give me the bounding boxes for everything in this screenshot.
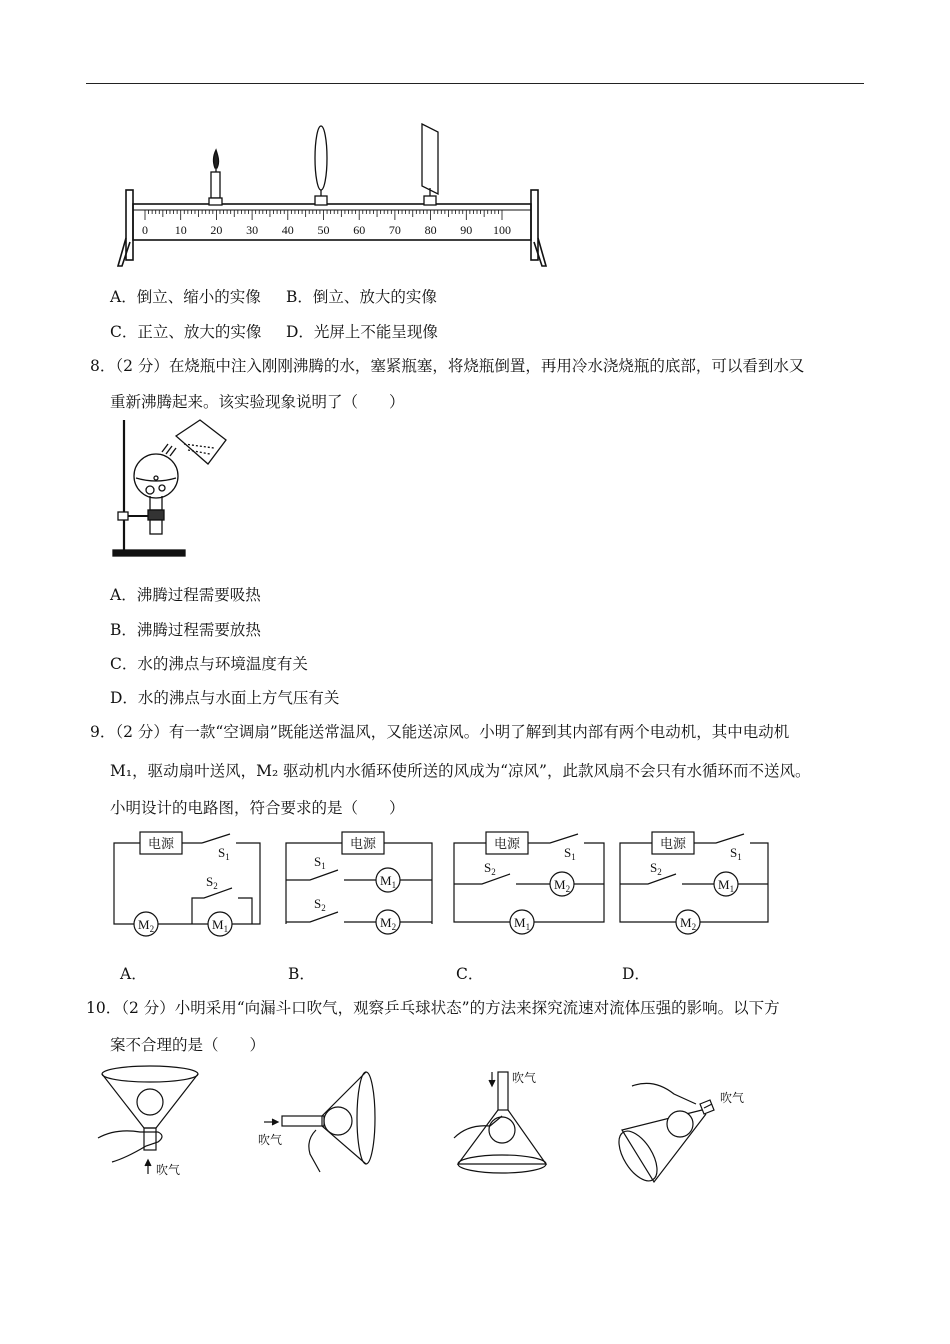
svg-text:M1: $M_1$	[380, 873, 397, 890]
ruler-tick-label: 30	[246, 223, 259, 237]
funnel-d-blow-label: 吹气	[720, 1091, 745, 1105]
funnel-figure-b	[256, 1068, 382, 1178]
ruler-tick-labels	[142, 223, 511, 237]
q9-option-b: B．	[288, 965, 315, 983]
q9-stem-line3: 小明设计的电路图，符合要求的是（ ）	[110, 799, 405, 817]
circuit-a	[110, 828, 266, 938]
q8-option-a: A．沸腾过程需要吸热	[110, 586, 261, 604]
q9-stem-line1: 9．（2 分）有一款“空调扇”既能送常温风，又能送凉风。小明了解到其内部有两个电动机，其中电动机	[90, 723, 790, 741]
optical-bench-figure	[112, 118, 557, 270]
svg-text:S2: $S_2$	[484, 860, 496, 877]
q7-option-a: A．倒立、缩小的实像	[110, 288, 261, 306]
funnel-figure-c	[452, 1068, 582, 1180]
q8-stem-line1: 8．（2 分）在烧瓶中注入刚刚沸腾的水，塞紧瓶塞，将烧瓶倒置，再用冷水浇烧瓶的底部，可以看到水又	[90, 357, 805, 375]
ruler-tick-label: 40	[281, 223, 294, 237]
svg-text:S1: $S_1$	[730, 845, 742, 862]
svg-text:S1: $S_1$	[564, 845, 576, 862]
circuit-d	[618, 828, 774, 938]
svg-text:S2: $S_2$	[206, 874, 218, 891]
funnel-figure-d	[614, 1074, 764, 1186]
ruler-tick-label: 10	[174, 223, 187, 237]
circuit-a-power-label: 电源	[147, 836, 175, 851]
ruler-tick-label: 90	[460, 223, 473, 237]
svg-text:M2: $M_2$	[554, 877, 571, 894]
ruler-tick-label: 60	[353, 223, 366, 237]
circuit-b	[282, 828, 438, 938]
funnel-a-blow-label: 吹气	[156, 1163, 181, 1177]
q9-option-c: C．	[456, 965, 484, 983]
svg-text:M2: $M_2$	[138, 917, 155, 934]
candle	[209, 150, 222, 205]
q9-option-a: A．	[120, 965, 147, 983]
ruler-tick-label: 0	[142, 223, 148, 237]
q10-stem-line1: 10．（2 分）小明采用“向漏斗口吹气，观察乒乓球状态”的方法来探究流速对流体压强的影响。以下方	[86, 999, 780, 1017]
light-screen	[422, 124, 438, 205]
q8-option-c: C．水的沸点与环境温度有关	[110, 655, 308, 673]
ruler-tick-label: 100	[493, 223, 511, 237]
header-rule	[86, 83, 864, 84]
svg-text:M2: $M_2$	[380, 915, 397, 932]
q7-option-b: B．倒立、放大的实像	[286, 288, 437, 306]
svg-text:S1: $S_1$	[218, 845, 230, 862]
funnel-b-blow-label: 吹气	[258, 1133, 283, 1147]
svg-text:S2: $S_2$	[314, 896, 326, 913]
ruler-tick-label: 70	[388, 223, 401, 237]
bench-left-support	[118, 190, 133, 266]
inverted-flask-figure	[110, 418, 230, 560]
ruler-tick-label: 80	[424, 223, 437, 237]
svg-text:M1: $M_1$	[514, 915, 531, 932]
funnel-figure-a	[96, 1062, 206, 1182]
svg-text:S2: $S_2$	[650, 860, 662, 877]
funnel-c-blow-label: 吹气	[512, 1071, 537, 1085]
svg-text:M1: $M_1$	[718, 877, 735, 894]
q10-stem-line2: 案不合理的是（ ）	[110, 1036, 266, 1054]
svg-text:S1: $S_1$	[314, 854, 326, 871]
q7-option-c: C．正立、放大的实像	[110, 323, 262, 341]
svg-text:M2: $M_2$	[680, 915, 697, 932]
circuit-c	[452, 828, 608, 938]
q7-option-d: D．光屏上不能呈现像	[286, 323, 438, 341]
q9-option-d: D．	[622, 965, 650, 983]
q9-stem-line2: M₁，驱动扇叶送风，M₂ 驱动机内水循环使所送的风成为“凉风”，此款风扇不会只有水循环而不送风。	[110, 762, 811, 780]
circuit-b-power-label: 电源	[349, 836, 377, 851]
ruler-ticks	[145, 210, 502, 220]
circuit-c-power-label: 电源	[493, 836, 521, 851]
ruler-tick-label: 50	[317, 223, 330, 237]
q8-stem-line2: 重新沸腾起来。该实验现象说明了（ ）	[110, 393, 405, 411]
ruler-tick-label: 20	[210, 223, 223, 237]
convex-lens	[315, 126, 327, 205]
circuit-d-power-label: 电源	[659, 836, 687, 851]
q8-option-d: D．水的沸点与水面上方气压有关	[110, 689, 340, 707]
svg-text:M1: $M_1$	[212, 917, 229, 934]
bench-right-support	[531, 190, 546, 266]
q8-option-b: B．沸腾过程需要放热	[110, 621, 261, 639]
